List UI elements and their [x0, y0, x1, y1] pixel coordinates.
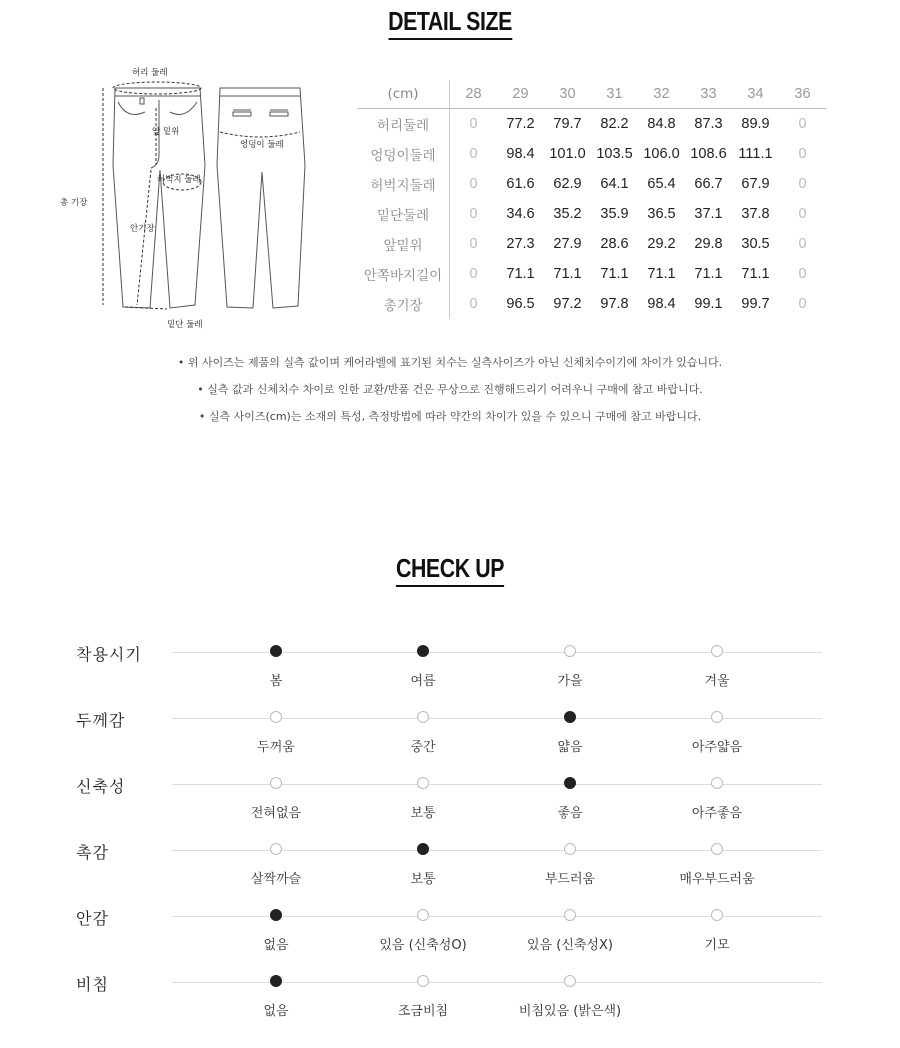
hem-label: 밑단 둘레	[167, 320, 203, 330]
check-option	[515, 843, 625, 887]
hip-label: 엉덩이 둘레	[240, 140, 284, 150]
check-option	[368, 645, 478, 689]
size-cell: 35.9	[600, 206, 629, 222]
size-cell: 0	[469, 236, 478, 252]
size-header-cell: 34	[732, 80, 779, 109]
size-row-label: 안쪽바지길이	[357, 259, 450, 289]
size-cell: 98.4	[506, 146, 535, 162]
size-cell: 89.9	[741, 116, 770, 132]
size-row-label: 앞밑위	[357, 229, 450, 259]
size-cell: 0	[798, 116, 807, 132]
check-option-label: 있음 (신축성X)	[527, 938, 613, 953]
check-option-label: 기모	[704, 938, 730, 953]
selected-dot-icon	[270, 909, 282, 921]
unselected-dot-icon	[270, 711, 282, 723]
unselected-dot-icon	[564, 843, 576, 855]
unselected-dot-icon	[417, 711, 429, 723]
size-row	[357, 199, 826, 229]
size-row	[357, 169, 826, 199]
note-3: • 실측 사이즈(cm)는 소재의 특성, 측정방법에 따라 약간의 차이가 있을 수 있으니 구매에 참고 바랍니다.	[198, 410, 702, 423]
size-cell: 103.5	[596, 146, 633, 162]
selected-dot-icon	[564, 711, 576, 723]
size-cell: 108.6	[690, 146, 727, 162]
selected-dot-icon	[564, 777, 576, 789]
size-table	[357, 80, 826, 319]
check-option-label: 아주좋음	[691, 806, 743, 821]
size-row-label: 허벅지둘레	[357, 169, 450, 199]
check-option	[368, 843, 478, 887]
size-header-cell: 28	[450, 80, 498, 109]
size-cell: 71.1	[694, 266, 723, 282]
selected-dot-icon	[270, 975, 282, 987]
size-cell: 29.2	[647, 236, 676, 252]
unselected-dot-icon	[564, 645, 576, 657]
check-option-label: 살짝까슬	[250, 872, 302, 887]
size-cell: 97.8	[600, 296, 629, 312]
size-cell: 0	[798, 176, 807, 192]
size-cell: 61.6	[506, 176, 535, 192]
unselected-dot-icon	[564, 975, 576, 987]
detail-size-title: DETAIL SIZE	[81, 6, 819, 37]
check-option	[662, 711, 772, 755]
size-cell: 27.9	[553, 236, 582, 252]
size-cell: 71.1	[506, 266, 535, 282]
unselected-dot-icon	[270, 843, 282, 855]
size-cell: 0	[798, 266, 807, 282]
front-rise-label: 앞 밑위	[152, 127, 180, 137]
check-option	[221, 843, 331, 887]
size-cell: 0	[469, 296, 478, 312]
note-1: • 위 사이즈는 제품의 실측 값이며 케어라벨에 표기된 치수는 실측사이즈가 아닌 신체치수이기에 차이가 있습니다.	[177, 356, 723, 369]
size-cell: 99.7	[741, 296, 770, 312]
check-row-label: 두께감	[76, 711, 126, 730]
check-option	[368, 909, 478, 953]
check-option-label: 없음	[263, 1004, 289, 1019]
size-cell: 79.7	[553, 116, 582, 132]
check-option-label: 좋음	[557, 806, 583, 821]
check-option-label: 가을	[557, 674, 583, 689]
check-up-title: CHECK UP	[81, 553, 819, 584]
unselected-dot-icon	[711, 645, 723, 657]
pants-diagram-illustration	[55, 60, 330, 335]
size-cell: 87.3	[694, 116, 723, 132]
size-cell: 37.1	[694, 206, 723, 222]
size-row	[357, 259, 826, 289]
size-cell: 65.4	[647, 176, 676, 192]
check-option-label: 여름	[410, 674, 436, 689]
note-2: • 실측 값과 신체치수 차이로 인한 교환/반품 건은 무상으로 진행해드리기 어려우니 구매에 참고 바랍니다.	[197, 383, 703, 396]
check-option	[662, 777, 772, 821]
size-cell: 62.9	[553, 176, 582, 192]
size-cell: 101.0	[549, 146, 586, 162]
check-option	[662, 645, 772, 689]
size-row-label: 허리둘레	[357, 109, 450, 140]
check-option-label: 중간	[410, 740, 436, 755]
size-cell: 0	[469, 206, 478, 222]
size-cell: 106.0	[643, 146, 680, 162]
check-option	[221, 645, 331, 689]
size-cell: 71.1	[600, 266, 629, 282]
selected-dot-icon	[417, 645, 429, 657]
total-length-label: 총 기장	[60, 198, 88, 208]
size-cell: 71.1	[553, 266, 582, 282]
size-cell: 67.9	[741, 176, 770, 192]
size-cell: 34.6	[506, 206, 535, 222]
pants-size-diagram	[55, 60, 330, 335]
check-option	[515, 711, 625, 755]
size-cell: 35.2	[553, 206, 582, 222]
size-cell: 99.1	[694, 296, 723, 312]
size-cell: 96.5	[506, 296, 535, 312]
check-option-label: 매우부드러움	[679, 872, 755, 887]
size-header-cell: 32	[638, 80, 685, 109]
size-cell: 0	[469, 266, 478, 282]
size-header-cell: 31	[591, 80, 638, 109]
size-cell: 0	[798, 146, 807, 162]
size-row	[357, 289, 826, 319]
unselected-dot-icon	[270, 777, 282, 789]
size-row	[357, 139, 826, 169]
check-option	[662, 843, 772, 887]
unselected-dot-icon	[711, 843, 723, 855]
size-row	[357, 109, 826, 140]
size-cell: 0	[469, 116, 478, 132]
unselected-dot-icon	[417, 777, 429, 789]
thigh-label: 허벅지 둘레	[157, 175, 201, 185]
size-cell: 98.4	[647, 296, 676, 312]
check-option-label: 겨울	[704, 674, 730, 689]
size-cell: 97.2	[553, 296, 582, 312]
check-option	[368, 711, 478, 755]
unselected-dot-icon	[711, 909, 723, 921]
check-row-label: 비침	[76, 975, 109, 994]
check-option-label: 아주얇음	[691, 740, 743, 755]
size-row-label: 총기장	[357, 289, 450, 319]
size-header-cell: 36	[779, 80, 826, 109]
unselected-dot-icon	[711, 777, 723, 789]
check-option	[515, 975, 625, 1019]
size-header-cell: 33	[685, 80, 732, 109]
check-row-label: 촉감	[76, 843, 109, 862]
size-cell: 77.2	[506, 116, 535, 132]
size-cell: 82.2	[600, 116, 629, 132]
waist-label: 허리 둘레	[132, 68, 168, 78]
size-notes	[0, 349, 900, 430]
size-row-label: 엉덩이둘레	[357, 139, 450, 169]
check-option	[221, 777, 331, 821]
unselected-dot-icon	[711, 711, 723, 723]
size-cell: 30.5	[741, 236, 770, 252]
size-cell: 0	[798, 236, 807, 252]
size-cell: 29.8	[694, 236, 723, 252]
check-option-label: 보통	[410, 872, 436, 887]
size-header-row	[357, 80, 826, 109]
size-cell: 111.1	[738, 146, 773, 162]
check-option-label: 부드러움	[544, 872, 596, 887]
check-option	[368, 975, 478, 1019]
check-option-label: 두꺼움	[257, 740, 295, 755]
check-option	[368, 777, 478, 821]
check-row-label: 착용시기	[76, 645, 142, 664]
check-option	[515, 777, 625, 821]
check-option	[515, 909, 625, 953]
check-row	[0, 975, 900, 1048]
size-header-cell: 30	[544, 80, 591, 109]
check-option	[515, 645, 625, 689]
check-option-label: 얇음	[557, 740, 583, 755]
check-option-label: 봄	[269, 674, 283, 689]
size-cell: 37.8	[741, 206, 770, 222]
size-cell: 66.7	[694, 176, 723, 192]
size-cell: 27.3	[506, 236, 535, 252]
size-cell: 0	[798, 206, 807, 222]
size-cell: 71.1	[741, 266, 770, 282]
size-cell: 0	[469, 146, 478, 162]
size-header-cell: 29	[497, 80, 544, 109]
check-row-label: 안감	[76, 909, 109, 928]
size-cell: 64.1	[600, 176, 629, 192]
selected-dot-icon	[417, 843, 429, 855]
check-option	[221, 711, 331, 755]
size-cell: 36.5	[647, 206, 676, 222]
size-row-label: 밑단둘레	[357, 199, 450, 229]
size-cell: 0	[798, 296, 807, 312]
selected-dot-icon	[270, 645, 282, 657]
check-option	[221, 909, 331, 953]
check-option-label: 보통	[410, 806, 436, 821]
check-row-label: 신축성	[76, 777, 126, 796]
size-cell: 84.8	[647, 116, 676, 132]
inseam-label: 안기장	[130, 224, 155, 234]
unit-header: (cm)	[357, 80, 450, 109]
check-option-label: 전혀없음	[250, 806, 302, 821]
check-option-label: 없음	[263, 938, 289, 953]
check-option	[662, 909, 772, 953]
check-option-label: 조금비침	[397, 1004, 449, 1019]
size-cell: 28.6	[600, 236, 629, 252]
size-cell: 71.1	[647, 266, 676, 282]
check-option-label: 비침있음 (밝은색)	[518, 1004, 622, 1019]
unselected-dot-icon	[564, 909, 576, 921]
unselected-dot-icon	[417, 975, 429, 987]
size-cell: 0	[469, 176, 478, 192]
size-row	[357, 229, 826, 259]
check-option	[221, 975, 331, 1019]
unselected-dot-icon	[417, 909, 429, 921]
check-option-label: 있음 (신축성O)	[379, 938, 467, 953]
